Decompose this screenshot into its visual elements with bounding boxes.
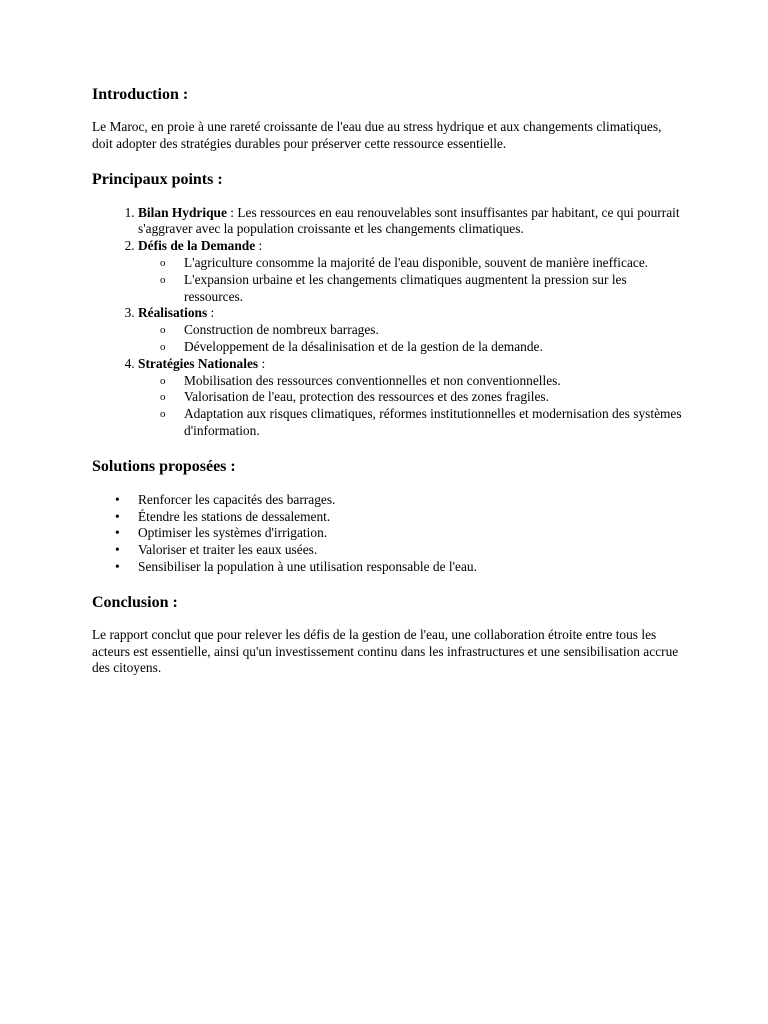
point-text: : [255, 238, 263, 254]
circle-bullet-icon: o [160, 324, 166, 337]
principal-points-heading: Principaux points : [92, 170, 223, 188]
point-item-strategies-nationales [138, 356, 684, 440]
circle-bullet-icon: o [160, 256, 166, 269]
sub-list-item [160, 372, 684, 390]
circle-bullet-icon: o [160, 273, 166, 286]
sub-item-text: Valorisation de l'eau, protection des ressources et des zones fragiles. [184, 389, 549, 405]
sub-list-item [160, 338, 684, 356]
sub-list-item [160, 271, 684, 306]
solution-text: Valoriser et traiter les eaux usées. [138, 542, 318, 558]
sub-list [138, 373, 684, 440]
point-text: : [207, 305, 215, 321]
solution-text: Optimiser les systèmes d'irrigation. [138, 525, 328, 541]
sub-list-item [160, 322, 684, 339]
sub-list-item [160, 406, 684, 440]
sub-item-text: Mobilisation des ressources conventionnelles et non conventionnelles. [184, 372, 561, 388]
solution-item [115, 542, 684, 559]
solution-text: Étendre les stations de dessalement. [138, 508, 331, 524]
bullet-icon: • [115, 542, 120, 558]
conclusion-text: Le rapport conclut que pour relever les défis de la gestion de l'eau, une collaboration étroite entre tous les acteurs est essentielle, ainsi qu'un investissement continu dans les infrastructures et une sensibilisation accrue des citoyens. [92, 626, 679, 676]
point-item-defis-demande [138, 238, 684, 305]
solutions-list [92, 492, 684, 576]
conclusion-heading: Conclusion : [92, 593, 178, 611]
sub-item-text: Adaptation aux risques climatiques, réformes institutionnelles et modernisation des systèmes d'information. [184, 406, 682, 438]
point-title: Bilan Hydrique [138, 204, 227, 220]
introduction-text: Le Maroc, en proie à une rareté croissante de l'eau due au stress hydrique et aux changements climatiques, doit adopter des stratégies durables pour préserver cette ressource essentielle. [92, 119, 662, 151]
introduction-heading: Introduction : [92, 86, 189, 103]
point-title: Défis de la Demande [138, 238, 256, 254]
bullet-icon: • [115, 491, 120, 507]
circle-bullet-icon: o [160, 374, 166, 387]
sub-item-text: L'agriculture consomme la majorité de l'eau disponible, souvent de manière inefficace. [184, 254, 649, 270]
solution-item [115, 491, 684, 509]
circle-bullet-icon: o [160, 391, 166, 404]
point-item-realisations [138, 305, 684, 355]
point-title: Stratégies Nationales [138, 355, 259, 371]
solution-item [115, 558, 684, 576]
principal-points-list [92, 205, 684, 440]
solutions-heading: Solutions proposées : [92, 457, 236, 475]
sub-item-text: Construction de nombreux barrages. [184, 322, 379, 338]
document-page [92, 84, 684, 677]
bullet-icon: • [115, 508, 120, 524]
solution-item [115, 525, 684, 542]
circle-bullet-icon: o [160, 340, 166, 353]
sub-item-text: Développement de la désalinisation et de la gestion de la demande. [184, 338, 543, 354]
point-item-bilan-hydrique [138, 205, 684, 239]
solution-item [115, 508, 684, 526]
sub-list-item [160, 389, 684, 406]
solution-text: Renforcer les capacités des barrages. [138, 491, 336, 507]
solution-text: Sensibiliser la population à une utilisation responsable de l'eau. [138, 558, 477, 574]
sub-list [138, 255, 684, 305]
sub-list-item [160, 254, 684, 272]
point-text: : [258, 355, 266, 371]
sub-list [138, 322, 684, 356]
point-title: Réalisations [138, 305, 208, 321]
sub-item-text: L'expansion urbaine et les changements climatiques augmentent la pression sur les ressources. [184, 271, 627, 304]
bullet-icon: • [115, 525, 120, 541]
circle-bullet-icon: o [160, 408, 166, 421]
bullet-icon: • [115, 558, 120, 574]
point-text: : Les ressources en eau renouvelables sont insuffisantes par habitant, ce qui pourrait s'aggraver avec la population croissante et les changements climatiques. [138, 204, 680, 237]
